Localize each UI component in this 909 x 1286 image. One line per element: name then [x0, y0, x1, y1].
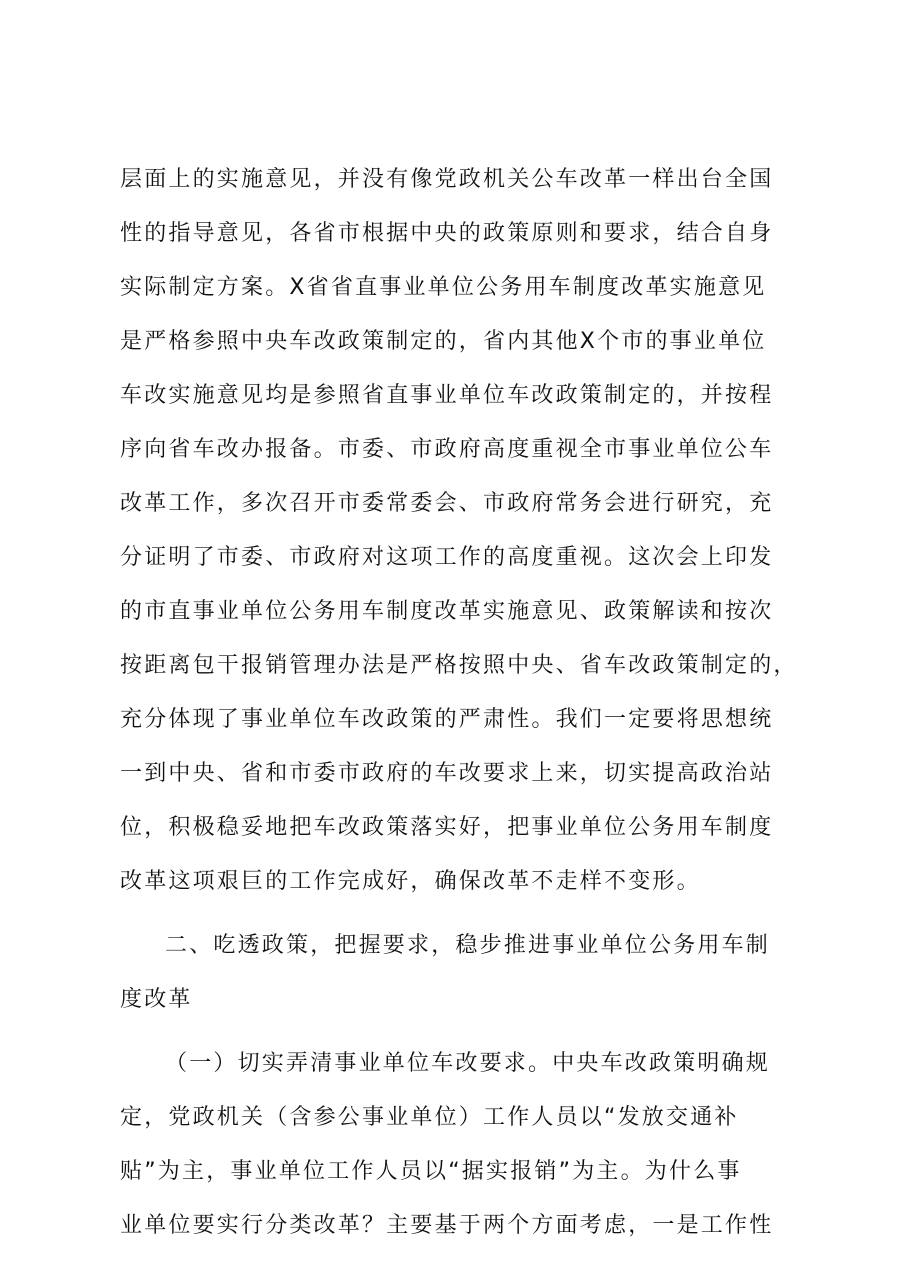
- text-line: 分证明了市委、市政府对这项工作的高度重视。这次会上印发: [120, 545, 774, 570]
- text-line: 车改实施意见均是参照省直事业单位车改政策制定的，并按程: [120, 383, 774, 408]
- text-line: 的市直事业单位公务用车制度改革实施意见、政策解读和按次: [120, 599, 774, 624]
- section-heading: 二、吃透政策，把握要求，稳步推进事业单位公务用车制: [165, 933, 771, 958]
- text-line: 业单位要实行分类改革？主要基于两个方面考虑，一是工作性: [120, 1213, 774, 1238]
- text-line: 是严格参照中央车改政策制定的，省内其他X个市的事业单位: [120, 329, 767, 354]
- text-line: 序向省车改办报备。市委、市政府高度重视全市事业单位公车: [120, 437, 774, 462]
- section-heading-continued: 度改革: [120, 987, 193, 1012]
- text-line: 定，党政机关（含参公事业单位）工作人员以“发放交通补: [120, 1105, 739, 1130]
- text-line: 按距离包干报销管理办法是严格按照中央、省车改政策制定的，: [120, 653, 798, 678]
- text-line: 实际制定方案。X省省直事业单位公务用车制度改革实施意见: [120, 275, 767, 300]
- text-line: （一）切实弄清事业单位车改要求。中央车改政策明确规: [165, 1051, 771, 1076]
- text-line: 改革这项艰巨的工作完成好，确保改革不走样不变形。: [120, 869, 701, 894]
- text-line: 位，积极稳妥地把车改政策落实好，把事业单位公务用车制度: [120, 815, 774, 840]
- text-line: 一到中央、省和市委市政府的车改要求上来，切实提高政治站: [120, 761, 774, 786]
- text-line: 层面上的实施意见，并没有像党政机关公车改革一样出台全国: [120, 167, 774, 192]
- text-line: 性的指导意见，各省市根据中央的政策原则和要求，结合自身: [120, 221, 774, 246]
- text-line: 充分体现了事业单位车改政策的严肃性。我们一定要将思想统: [120, 707, 774, 732]
- text-line: 贴”为主，事业单位工作人员以“据实报销”为主。为什么事: [120, 1159, 742, 1184]
- text-line: 改革工作，多次召开市委常委会、市政府常务会进行研究，充: [120, 491, 774, 516]
